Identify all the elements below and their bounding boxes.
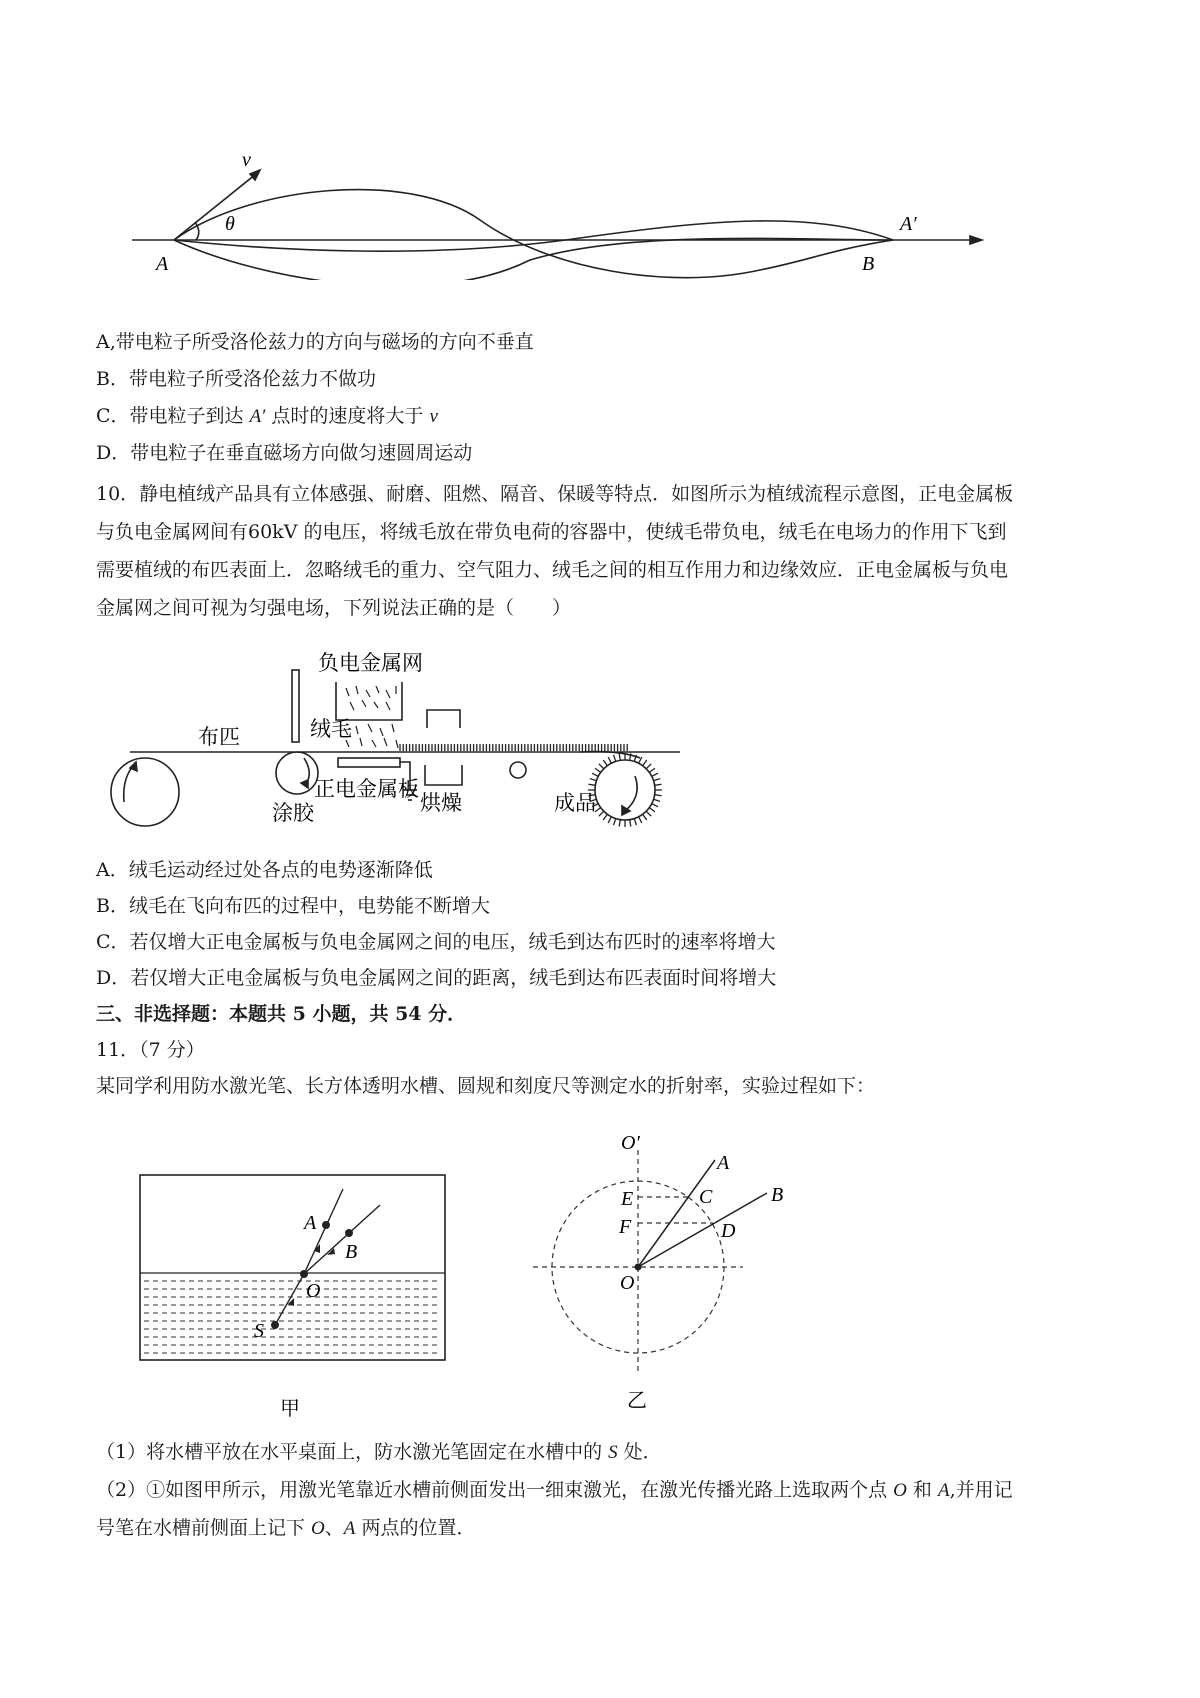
roller-hair bbox=[590, 779, 597, 781]
label-B: B bbox=[862, 253, 875, 275]
q11-step-2-mid: 和 bbox=[906, 1479, 938, 1501]
roller-hair bbox=[608, 817, 611, 823]
figure-jia-water-tank bbox=[130, 1165, 450, 1425]
q11-step-2b-mid: 、 bbox=[324, 1517, 344, 1539]
roller-hair bbox=[630, 820, 631, 827]
fluff-fiber bbox=[386, 690, 390, 698]
fluff-fiber bbox=[396, 740, 398, 748]
point-S bbox=[271, 1321, 279, 1329]
yi-label-B: B bbox=[771, 1184, 784, 1206]
q9-option-b: B．带电粒子所受洛伦兹力不做功 bbox=[96, 368, 376, 390]
product-roller-hairs bbox=[588, 753, 662, 827]
figure-yi-circle-construction bbox=[515, 1125, 815, 1415]
roller-hair bbox=[619, 753, 620, 760]
fluff-fiber bbox=[356, 686, 358, 694]
q11-step-2-var-O: O bbox=[893, 1480, 907, 1501]
q9-option-c-prefix: C．带电粒子到达 bbox=[96, 405, 250, 427]
water-hatching bbox=[144, 1281, 441, 1353]
feed-roller-arrow-icon bbox=[124, 765, 134, 802]
glue-roller bbox=[276, 752, 318, 794]
trajectory-curve-2 bbox=[174, 221, 893, 251]
q9-option-c-var: A′ bbox=[249, 406, 266, 427]
roller-hair bbox=[634, 819, 636, 826]
positive-plate bbox=[338, 758, 400, 767]
flocking-process-figure bbox=[100, 640, 760, 840]
roller-hair bbox=[592, 773, 598, 776]
ray-OA bbox=[638, 1160, 715, 1267]
trajectory-curve-3 bbox=[174, 238, 893, 280]
roller-hair bbox=[608, 757, 611, 763]
q10-stem-line-1: 10．静电植绒产品具有立体感强、耐磨、阻燃、隔音、保暖等特点．如图所示为植绒流程示意图，正电金属板 bbox=[96, 483, 1014, 505]
q10-option-a: A．绒毛运动经过处各点的电势逐渐降低 bbox=[96, 859, 433, 881]
q11-intro: 某同学利用防水激光笔、长方体透明水槽、圆规和刻度尺等测定水的折射率，实验过程如下： bbox=[96, 1075, 876, 1097]
label-glue: 涂胶 bbox=[272, 801, 314, 825]
roller-hair bbox=[649, 768, 655, 772]
roller-hair bbox=[599, 764, 604, 769]
roller-hair bbox=[639, 817, 642, 823]
label-product: 成品 bbox=[554, 791, 596, 815]
feed-roller bbox=[111, 758, 179, 826]
yi-label-F: F bbox=[619, 1216, 632, 1238]
fluff-fiber bbox=[392, 724, 394, 732]
roller-hair bbox=[646, 811, 651, 816]
negative-mesh-container bbox=[336, 682, 402, 720]
label-A-prime: A′ bbox=[900, 213, 917, 235]
q9-option-a: A,带电粒子所受洛伦兹力的方向与磁场的方向不垂直 bbox=[96, 331, 534, 353]
fluff-fiber bbox=[346, 740, 349, 747]
roller-hair bbox=[652, 773, 658, 776]
q11-step-2-line-1 bbox=[96, 1478, 1013, 1503]
drying-box-top bbox=[427, 710, 460, 728]
q11-step-2b-var-O: O bbox=[311, 1518, 325, 1539]
q10-option-b: B．绒毛在飞向布匹的过程中，电势能不断增大 bbox=[96, 895, 490, 917]
trajectory-curve-1 bbox=[174, 190, 893, 278]
q10-stem-line-3: 需要植绒的布匹表面上．忽略绒毛的重力、空气阻力、绒毛之间的相互作用力和边缘效应．正电金属板与负电 bbox=[96, 559, 1009, 581]
roller-hair bbox=[588, 784, 595, 785]
roller-hair bbox=[643, 760, 647, 766]
fluff-fiber bbox=[384, 738, 387, 746]
q10-option-d: D．若仅增大正电金属板与负电金属网之间的距离，绒毛到达布匹表面时间将增大 bbox=[96, 967, 777, 989]
roller-hair bbox=[646, 764, 651, 769]
label-A: A bbox=[156, 253, 169, 275]
axis-arrow-icon bbox=[970, 236, 982, 244]
helix-trajectory-figure bbox=[110, 150, 990, 280]
q11-step-2-var-A: A bbox=[937, 1480, 950, 1501]
q11-step-1-var: S bbox=[608, 1442, 618, 1463]
fluff-fiber bbox=[374, 702, 378, 708]
q9-option-c bbox=[96, 404, 438, 429]
fluff-fibers bbox=[344, 686, 398, 748]
drying-box-bottom bbox=[425, 765, 462, 785]
roller-hair bbox=[654, 799, 661, 801]
roller-hair bbox=[652, 804, 658, 807]
roller-hair bbox=[654, 779, 661, 781]
point-A bbox=[322, 1221, 330, 1229]
roller-hair bbox=[619, 820, 620, 827]
q11-step-2-prefix: （2）①如图甲所示，用激光笔靠近水槽前侧面发出一细束激光，在激光传播光路上选取两个点 bbox=[96, 1479, 894, 1501]
product-roller-arrow-icon bbox=[626, 776, 637, 810]
glue-blade bbox=[292, 670, 299, 742]
q11-number: 11．（7 分） bbox=[96, 1039, 205, 1061]
q10-stem-line-2: 与负电金属网间有60kV 的电压，将绒毛放在带负电荷的容器中，使绒毛带负电，绒毛在电场力的作用下飞到 bbox=[96, 521, 1007, 543]
label-dry: 烘燥 bbox=[420, 791, 462, 815]
yi-label-O-prime: O′ bbox=[621, 1132, 640, 1154]
fluff-fiber bbox=[386, 702, 390, 710]
fluff-fiber bbox=[372, 740, 376, 747]
section-3-heading: 三、非选择题：本题共 5 小题，共 54 分． bbox=[96, 1003, 467, 1025]
figure-yi-caption: 乙 bbox=[627, 1388, 647, 1412]
jia-label-O: O bbox=[306, 1280, 321, 1302]
roller-hair bbox=[595, 768, 601, 772]
label-fluff: 绒毛 bbox=[310, 717, 352, 741]
q10-option-c: C．若仅增大正电金属板与负电金属网之间的电压，绒毛到达布匹时的速率将增大 bbox=[96, 931, 776, 953]
q9-option-c-var2: v bbox=[429, 406, 438, 427]
yi-label-D: D bbox=[721, 1220, 736, 1242]
point-O bbox=[635, 1264, 642, 1271]
roller-hair bbox=[603, 814, 607, 820]
yi-label-O: O bbox=[620, 1272, 635, 1294]
roller-hair bbox=[655, 795, 662, 796]
roller-hair bbox=[655, 784, 662, 785]
jia-label-B: B bbox=[345, 1241, 358, 1263]
roller-hair bbox=[599, 811, 604, 816]
yi-label-E: E bbox=[621, 1188, 634, 1210]
fluff-fiber bbox=[360, 738, 362, 746]
q11-step-2b-prefix: 号笔在水槽前侧面上记下 bbox=[96, 1517, 312, 1539]
fluff-fiber bbox=[350, 702, 354, 710]
q11-step-2b-suffix: 两点的位置． bbox=[355, 1517, 476, 1539]
roller-hair bbox=[603, 760, 607, 766]
fluff-fiber bbox=[380, 728, 383, 736]
q11-step-2b-var-A: A bbox=[343, 1518, 356, 1539]
flocked-cloth-hairs bbox=[400, 744, 627, 751]
label-cloth: 布匹 bbox=[198, 725, 240, 749]
figure-jia-caption: 甲 bbox=[280, 1396, 300, 1420]
tank-outline bbox=[140, 1175, 445, 1360]
q11-step-1-prefix: （1）将水槽平放在水平桌面上，防水激光笔固定在水槽中的 bbox=[96, 1441, 609, 1463]
label-v: v bbox=[242, 150, 251, 171]
q11-step-2-line-2 bbox=[96, 1516, 475, 1541]
point-O bbox=[300, 1270, 308, 1278]
fluff-fiber bbox=[362, 700, 366, 707]
guide-roller bbox=[510, 762, 526, 778]
jia-label-A: A bbox=[304, 1212, 317, 1234]
roller-hair bbox=[649, 808, 655, 812]
label-theta: θ bbox=[225, 213, 235, 235]
q11-step-1 bbox=[96, 1440, 662, 1465]
yi-label-C: C bbox=[699, 1186, 713, 1208]
roller-hair bbox=[643, 814, 647, 820]
fluff-fiber bbox=[346, 688, 349, 696]
fluff-fiber bbox=[376, 686, 379, 693]
fluff-fiber bbox=[356, 726, 358, 734]
yi-label-A: A bbox=[717, 1152, 730, 1174]
roller-hair bbox=[614, 755, 616, 762]
point-B bbox=[345, 1229, 353, 1237]
fluff-fiber bbox=[366, 690, 370, 697]
roller-hair bbox=[614, 819, 616, 826]
q9-option-c-suffix: 点时的速度将大于 bbox=[265, 405, 430, 427]
jia-label-S: S bbox=[254, 1320, 264, 1342]
label-negative-mesh: 负电金属网 bbox=[318, 651, 423, 675]
q10-stem-line-4: 金属网之间可视为匀强电场，下列说法正确的是（ ） bbox=[96, 597, 572, 619]
fluff-fiber bbox=[368, 724, 372, 732]
ray-SO bbox=[275, 1274, 304, 1325]
q11-step-2-suffix: ,并用记 bbox=[949, 1479, 1013, 1501]
q11-step-1-suffix: 处． bbox=[617, 1441, 662, 1463]
q9-option-d: D．带电粒子在垂直磁场方向做匀速圆周运动 bbox=[96, 442, 473, 464]
label-positive-plate: 正电金属板 bbox=[314, 777, 419, 801]
